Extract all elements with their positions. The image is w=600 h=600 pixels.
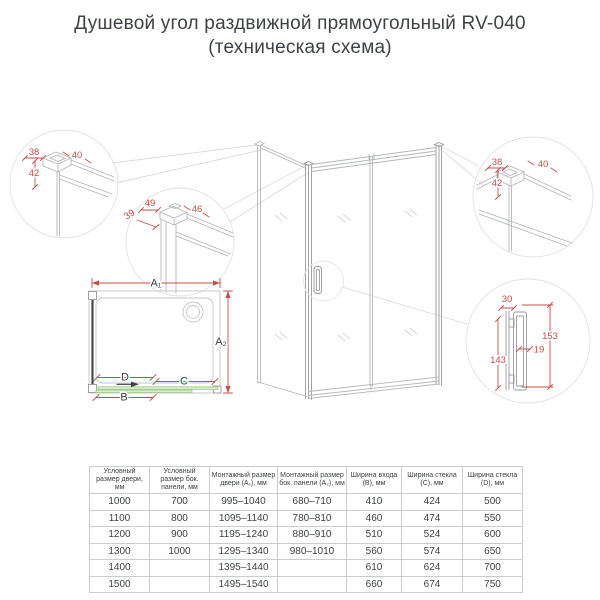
table-cell: 624 — [402, 560, 463, 577]
table-cell: 1300 — [90, 543, 150, 560]
table-cell: 510 — [347, 527, 402, 544]
table-cell: 995–1040 — [210, 494, 278, 511]
table-cell — [278, 576, 347, 593]
table-cell: 1400 — [90, 560, 150, 577]
dim-40-label: 40 — [71, 150, 83, 161]
table-row — [90, 527, 523, 544]
dim-143-label: 143 — [490, 355, 506, 366]
table-header-cell: Монтажный размер бок. панели (A₂), мм — [278, 467, 347, 494]
table-cell: 560 — [347, 543, 402, 560]
glass-sparkles — [275, 209, 417, 341]
bottom-rail — [309, 377, 440, 399]
door-handle — [314, 267, 322, 294]
table-cell: 650 — [463, 543, 523, 560]
plan-label-b: B — [120, 391, 128, 404]
table-header-cell: Ширина входа (B), мм — [347, 467, 402, 494]
table-row — [90, 576, 523, 593]
door-frame-left-post — [304, 162, 313, 400]
table-cell: 1295–1340 — [210, 543, 278, 560]
table-cell: 660 — [347, 576, 402, 593]
wall-profile-drawing — [43, 152, 114, 236]
table-cell — [150, 560, 210, 577]
title-line-2: (техническая схема) — [208, 37, 392, 58]
table-header-cell: Условный размер бок. панели, мм — [150, 467, 210, 494]
enclosure-3d-view — [255, 142, 444, 400]
detail-circle-mid-left — [122, 188, 234, 296]
glass-panels-plan — [96, 387, 218, 393]
table-cell: 750 — [463, 576, 523, 593]
table-row — [90, 494, 523, 511]
fixed-glass-plan-bar — [98, 387, 218, 390]
table-cell: 1000 — [90, 494, 150, 511]
table-cell: 460 — [347, 510, 402, 527]
table-header-cell: Монтажный размер двери (A₁), мм — [210, 467, 278, 494]
handle-highlight-circle — [304, 261, 344, 301]
table-header-cell: Условный размер двери, мм — [90, 467, 150, 494]
table-cell: 700 — [463, 560, 523, 577]
sliding-door-edge — [370, 157, 373, 386]
table-cell: 474 — [402, 510, 463, 527]
table-cell: 680–710 — [278, 494, 347, 511]
table-header-cell: Ширина стекла (D), мм — [463, 467, 523, 494]
table-cell: 424 — [402, 494, 463, 511]
sliding-glass-plan-bar — [96, 390, 192, 393]
drain-mark-outer — [183, 302, 203, 322]
dim-30-label: 30 — [501, 294, 513, 305]
plan-label-d: D — [121, 371, 129, 384]
table-cell: 700 — [150, 494, 210, 511]
table-header-cell: Ширина стекла (C), мм — [402, 467, 463, 494]
dim-19-label: 19 — [533, 344, 545, 356]
table-cell: 410 — [347, 494, 402, 511]
table-cell: 1395–1440 — [210, 560, 278, 577]
corner-post-drawing — [160, 204, 233, 294]
table-cell: 1500 — [90, 576, 150, 593]
detail-circle-top-right — [473, 137, 593, 257]
dim-42-right-label: 42 — [491, 178, 503, 189]
dim-153-label: 153 — [542, 331, 558, 342]
leader-lines — [112, 145, 483, 324]
side-panel-wall-profile — [255, 142, 264, 384]
table-cell: 550 — [463, 510, 523, 527]
table-cell: 574 — [402, 543, 463, 560]
table-cell: 1195–1240 — [210, 527, 278, 544]
handle-detail-drawing — [506, 311, 527, 390]
detail-circle-handle — [466, 279, 590, 403]
plan-dimensions — [92, 279, 233, 401]
dim-40-right-label: 40 — [537, 159, 549, 170]
table-cell: 674 — [402, 576, 463, 593]
table-cell: 610 — [347, 560, 402, 577]
table-cell: 1495–1540 — [210, 576, 278, 593]
table-cell: 780–810 — [278, 510, 347, 527]
plan-label-a2: A₂ — [215, 336, 227, 348]
dim-42-label: 42 — [28, 168, 40, 179]
table-cell — [150, 576, 210, 593]
dim-39-label: 39 — [122, 207, 138, 223]
table-cell: 1000 — [150, 543, 210, 560]
door-frame-right-post — [435, 143, 444, 386]
table-cell: 880–910 — [278, 527, 347, 544]
plan-view — [89, 278, 233, 404]
table-cell: 800 — [150, 510, 210, 527]
dim-49-label: 49 — [144, 198, 156, 209]
table-cell: 524 — [402, 527, 463, 544]
drain-mark-inner — [187, 306, 200, 319]
dim-46-label: 46 — [191, 204, 203, 215]
table-cell — [278, 560, 347, 577]
table-cell: 980–1010 — [278, 543, 347, 560]
plan-label-c: C — [180, 375, 188, 388]
table-cell: 1095–1140 — [210, 510, 278, 527]
tray-inner-rect — [96, 298, 213, 383]
detail-handle-dimensions — [496, 303, 554, 391]
dim-38-label: 38 — [28, 147, 40, 158]
table-row — [90, 560, 523, 577]
plan-label-a1: A₁ — [150, 277, 162, 290]
table-cell: 500 — [463, 494, 523, 511]
table-row — [90, 510, 523, 527]
dim-38-right-label: 38 — [491, 157, 503, 168]
table-row — [90, 543, 523, 560]
table-cell: 1200 — [90, 527, 150, 544]
top-rail — [312, 148, 437, 172]
detail-circle-top-left — [10, 130, 118, 238]
title-line-1: Душевой угол раздвижной прямоугольный RV-040 — [74, 13, 526, 34]
size-table — [89, 466, 523, 593]
side-glass-panel — [258, 145, 307, 397]
table-cell: 600 — [463, 527, 523, 544]
table-cell: 1100 — [90, 510, 150, 527]
table-cell: 900 — [150, 527, 210, 544]
size-table-header — [90, 467, 523, 494]
